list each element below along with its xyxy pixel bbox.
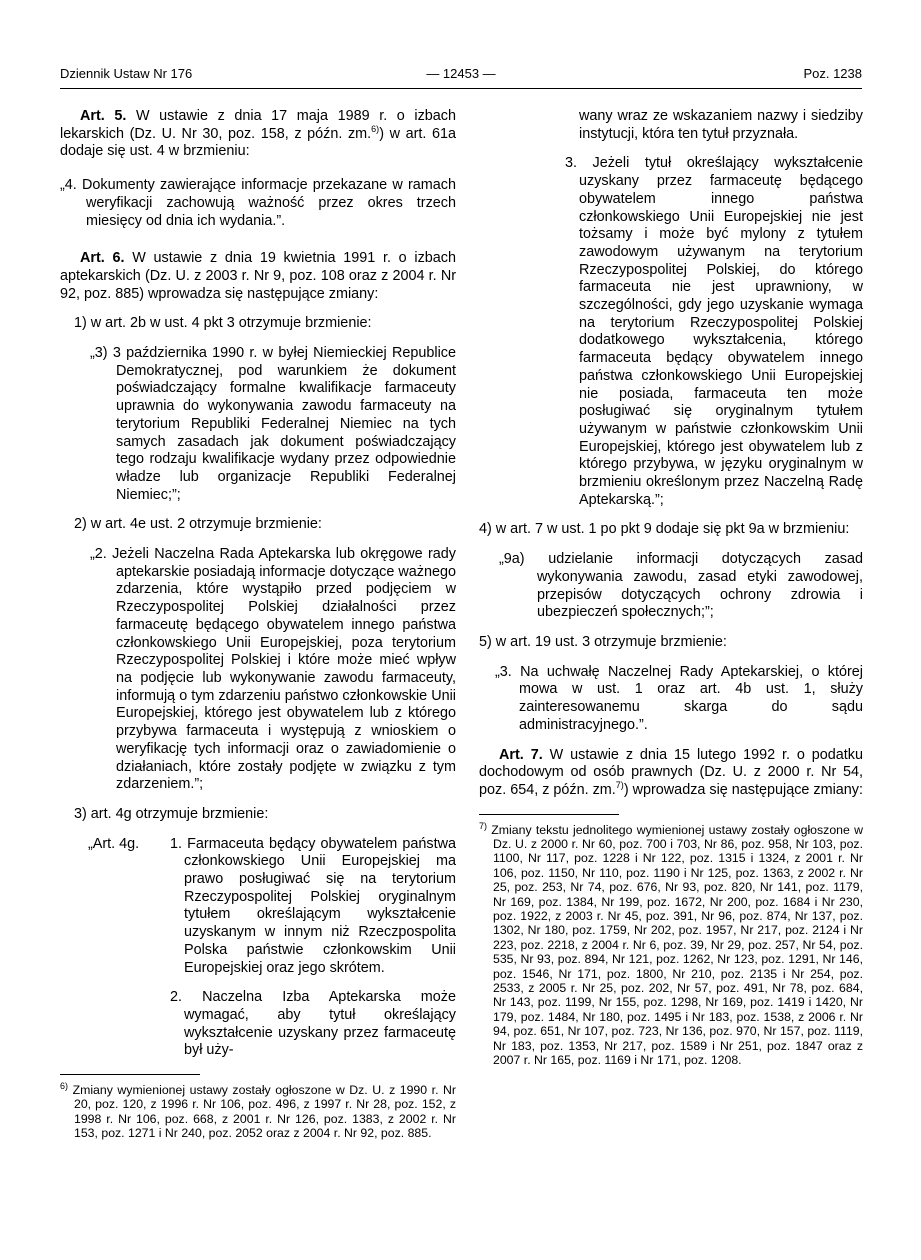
art5-paragraph <box>60 108 456 161</box>
footnote-rule <box>60 1074 200 1075</box>
page-number: — 12453 — <box>426 66 496 81</box>
right-column <box>479 108 863 1080</box>
footnote-7-text: Zmiany tekstu jednolitego wymienionej ustawy zostały ogłoszone w Dz. U. z 2000 r. Nr 60, poz. 700 i 703, Nr 86, poz. 958, Nr 103, poz. 1100, Nr 117, poz. 1228 i Nr 122, poz. 1315 i 1324, z 2001 r. Nr 106, poz. 1150, Nr 110, poz. 1190 i Nr 125, poz. 1363, z 2002 r. Nr 25, poz. 253, Nr 74, poz. 676, Nr 93, poz. 820, Nr 141, poz. 1179, Nr 169, poz. 1384, Nr 199, poz. 1672, Nr 200, poz. 1684 i Nr 230, poz. 1922, z 2003 r. Nr 45, poz. 391, Nr 96, poz. 874, Nr 137, poz. 1302, Nr 180, poz. 1759, Nr 202, poz. 1957, Nr 217, poz. 2124 i Nr 223, poz. 2218, z 2004 r. Nr 6, poz. 39, Nr 29, poz. 257, Nr 54, poz. 535, Nr 93, poz. 894, Nr 121, poz. 1262, Nr 123, poz. 1291, Nr 146, poz. 1546, Nr 171, poz. 1800, Nr 210, poz. 2135 i Nr 254, poz. 2533, z 2005 r. Nr 25, poz. 202, Nr 57, poz. 491, Nr 78, poz. 684, Nr 143, poz. 1199, Nr 155, poz. 1298, Nr 169, poz. 1419 i 1420, Nr 179, poz. 1484, Nr 180, poz. 1495 i Nr 183, poz. 1538, z 2006 r. Nr 94, poz. 651, Nr 107, poz. 723, Nr 136, poz. 970, Nr 157, poz. 1119, Nr 183, poz. 1353, Nr 217, poz. 1589 i Nr 251, poz. 1847 oraz z 2007 r. Nr 165, poz. 1169 i Nr 171, poz. 1208. <box>491 822 863 1068</box>
point-2: 2) w art. 4e ust. 2 otrzymuje brzmienie: <box>74 516 322 533</box>
art7-heading: Art. 7. <box>499 746 543 763</box>
footnote-6-text: Zmiany wymienionej ustawy zostały ogłoszone w Dz. U. z 1990 r. Nr 20, poz. 120, z 1996 r. Nr 106, poz. 496, z 1997 r. Nr 28, poz. 152, z 1998 r. Nr 106, poz. 668, z 2001 r. Nr 126, poz. 1383, z 2002 r. Nr 153, poz. 1271 i Nr 240, poz. 2052 oraz z 2004 r. Nr 92, poz. 885. <box>72 1083 456 1141</box>
art4g-ust2: 2. Naczelna Izba Aptekarska może wymagać, aby tytuł określający wykształcenie uzyskany przez farmaceutę był uży- <box>170 989 456 1059</box>
point-2-quote: „2. Jeżeli Naczelna Rada Aptekarska lub okręgowe rady aptekarskie posiadają informacje dotyczące ważnego zdarzenia, które wystąpiło przed podjęciem w Rzeczypospolitej Polskiej działalności przez farmaceutę będącego obywatelem innego państwa członkowskiego Unii Europejskiej, poza terytorium Rzeczypospolitej Polskiej i które może mieć wpływ na podjęcie lub wykonywanie zawodu farmaceuty, informują o tym zdarzeniu państwo członkowskie Unii Europejskiej, którego jest obywatelem lub z którego przybywa farmaceuta i występują z wnioskiem o weryfikację tych informacji oraz o zawiadomienie o działaniach, które zostały podjęte w związku z tym zdarzeniem.”; <box>90 546 456 793</box>
journal-title: Dziennik Ustaw Nr 176 <box>60 66 193 81</box>
left-column <box>60 108 456 1153</box>
header-rule <box>60 88 862 89</box>
art6-paragraph <box>60 250 456 303</box>
point-1: 1) w art. 2b w ust. 4 pkt 3 otrzymuje brzmienie: <box>74 315 372 332</box>
art4g-ust1: 1. Farmaceuta będący obywatelem państwa członkowskiego Unii Europejskiej ma prawo posługiwać się na terytorium Rzeczypospolitej Polskiej oryginalnym tytułem określającym wykształcenie uzyskanym w innym niż Rzeczpospolita Polska państwie członkowskim Unii Europejskiej oraz jego skrótem. <box>170 835 456 976</box>
point-5: 5) w art. 19 ust. 3 otrzymuje brzmienie: <box>479 633 727 650</box>
art7-paragraph <box>479 747 863 800</box>
footnote-rule-right <box>479 814 619 815</box>
point-4-quote: „9a) udzielanie informacji dotyczących zasad wykonywania zawodu, zasad etyki zawodowej, przepisów dotyczących ochrony zdrowia i ubezpieczeń społecznych;”; <box>499 551 863 621</box>
art5-tail: ) w art. 61a dodaje się ust. 4 w brzmieniu: <box>60 125 456 160</box>
footnote-6-marker: 6) <box>60 1080 69 1091</box>
footnote-6 <box>60 1080 456 1141</box>
art4g-ust3: 3. Jeżeli tytuł określający wykształcenie uzyskany przez farmaceutę będącego obywatelem innego państwa członkowskiego Unii Europejskiej nie jest tożsamy i może być mylony z tytułem zawodowym używanym na terytorium Rzeczypospolitej Polskiej, do którego farmaceuta nie jest uprawniony, w szczególności, gdy jego uzyskanie wymaga na terytorium Rzeczypospolitej Polskiej dodatkowego wykształcenia, którego farmaceuta będący obywatelem innego państwa członkowskiego Unii Europejskiej nie posiada, farmaceuta ten może posługiwać się oryginalnym tytułem używanym w państwie członkowskim Unii Europejskiej, którego jest obywatelem lub z którego przybywa, w języku oryginalnym w brzmieniu określonym przez Naczelną Radę Aptekarską.”; <box>565 155 863 508</box>
art5-text: W ustawie z dnia 17 maja 1989 r. o izbach lekarskich (Dz. U. Nr 30, poz. 158, z późn. zm. <box>60 108 456 142</box>
point-5-quote: „3. Na uchwałę Naczelnej Rady Aptekarskiej, o której mowa w ust. 1 oraz art. 4b ust. 1, służy zainteresowanemu skarga do sądu administracyjnego.”. <box>495 663 863 733</box>
page-header <box>60 66 862 88</box>
art5-quote: „4. Dokumenty zawierające informacje przekazane w ramach weryfikacji zachowują ważność przez okres trzech miesięcy od dnia ich wydania.”. <box>60 177 456 229</box>
art4g-block <box>60 836 456 1060</box>
point-4: 4) w art. 7 w ust. 1 po pkt 9 dodaje się pkt 9a w brzmieniu: <box>479 521 850 538</box>
art7-tail: ) wprowadza się następujące zmiany: <box>623 781 863 798</box>
art6-text: W ustawie z dnia 19 kwietnia 1991 r. o izbach aptekarskich (Dz. U. z 2003 r. Nr 9, poz. 108 oraz z 2004 r. Nr 92, poz. 885) wprowadza się następujące zmiany: <box>60 250 456 302</box>
art5-heading: Art. 5. <box>80 108 127 124</box>
art4g-label: „Art. 4g. <box>88 835 140 852</box>
footnote-ref-7: 7) <box>615 780 624 791</box>
continuation-text: wany wraz ze wskazaniem nazwy i siedziby instytucji, która ten tytuł przyznała. <box>579 108 863 142</box>
footnote-ref-6: 6) <box>371 123 380 134</box>
footnote-7-marker: 7) <box>479 820 488 831</box>
point-1-quote: „3) 3 października 1990 r. w byłej Niemieckiej Republice Demokratycznej, pod warunkiem że dokument poświadczający formalne kwalifikacje farmaceuty uprawnia do wykonywania zawodu farmaceuty na terytorium Republiki Federalnej Niemiec na tych samych zasadach jak dokument poświadczający tego rodzaju kwalifikacje wydany przez odpowiednie władze lub organizacje Republiki Federalnej Niemiec;”; <box>90 345 456 503</box>
position-number: Poz. 1238 <box>803 66 862 81</box>
art7-text: W ustawie z dnia 15 lutego 1992 r. o podatku dochodowym od osób prawnych (Dz. U. z 2000 r. Nr 54, poz. 654, z późn. zm. <box>479 746 864 798</box>
point-3: 3) art. 4g otrzymuje brzmienie: <box>74 805 269 822</box>
footnote-7 <box>479 820 863 1068</box>
art6-heading: Art. 6. <box>80 250 125 267</box>
